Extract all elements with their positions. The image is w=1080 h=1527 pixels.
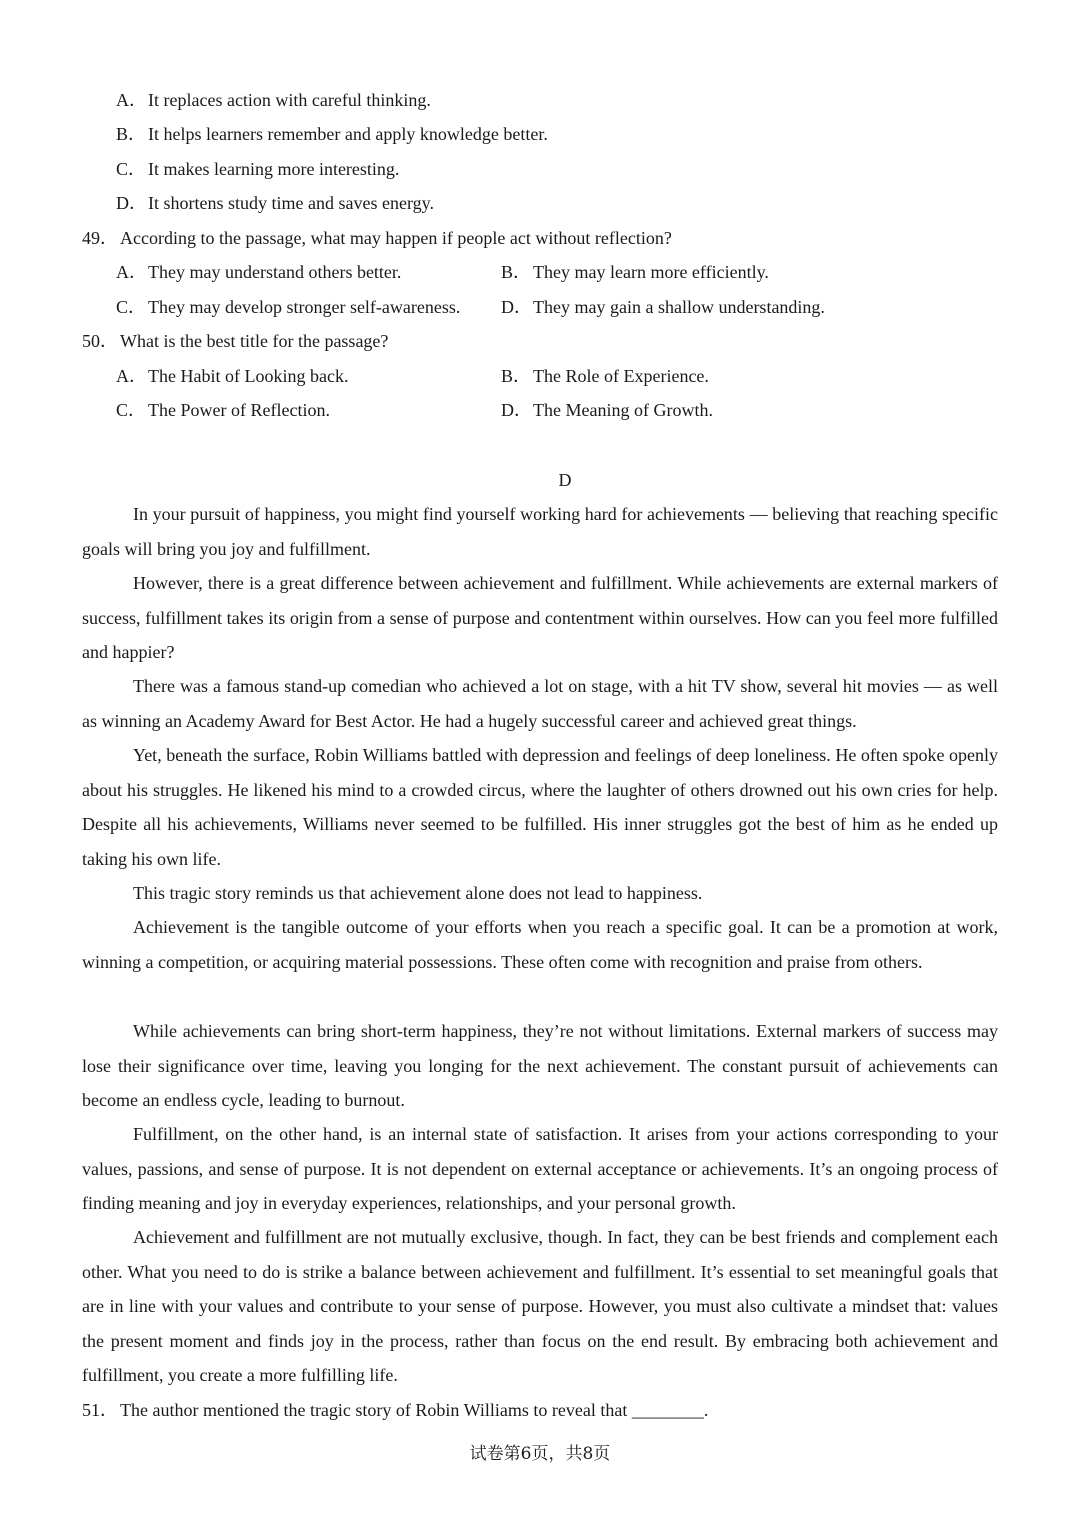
page-footer: 试卷第6页，共8页 xyxy=(469,1444,611,1464)
option-text: It replaces action with careful thinking. xyxy=(148,90,431,110)
q48-option-a xyxy=(116,88,431,112)
q48-option-b xyxy=(116,122,548,146)
option-text: The Power of Reflection. xyxy=(148,400,330,420)
option-text: It helps learners remember and apply knowledge better. xyxy=(148,124,548,144)
option-label: A． xyxy=(116,90,147,110)
question-text: What is the best title for the passage? xyxy=(120,331,389,351)
question-number: 51． xyxy=(82,1400,118,1420)
option-text: The Meaning of Growth. xyxy=(533,400,713,420)
passage-paragraph: However, there is a great difference between achievement and fulfillment. While achievements are external markers of success, fulfillment takes its origin from a sense of purpose and contentment within ourselves. How can you feel more fulfilled and happier? xyxy=(82,573,998,662)
option-label: D． xyxy=(116,193,147,213)
option-text: They may gain a shallow understanding. xyxy=(533,297,825,317)
q51-stem xyxy=(82,1398,708,1422)
q48-option-d xyxy=(116,191,434,215)
q49-option-a xyxy=(116,260,401,284)
q50-option-b xyxy=(501,364,709,388)
section-label: D xyxy=(558,470,572,490)
option-text: They may develop stronger self-awareness. xyxy=(148,297,461,317)
passage-paragraph: There was a famous stand-up comedian who achieved a lot on stage, with a hit TV show, several hit movies — as well as winning an Academy Award for Best Actor. He had a hugely successful career and achieved great things. xyxy=(82,676,998,731)
option-label: A． xyxy=(116,366,147,386)
passage-paragraph: While achievements can bring short-term happiness, they’re not without limitations. External markers of success may lose their significance over time, leaving you longing for the next achievement. The constant pursuit of achievements can become an endless cycle, leading to burnout. xyxy=(82,1021,998,1110)
passage-paragraph: Fulfillment, on the other hand, is an internal state of satisfaction. It arises from your actions corresponding to your values, passions, and sense of purpose. It is not dependent on external acceptance or achievements. It’s an ongoing process of finding meaning and joy in everyday experiences, relationships, and your personal growth. xyxy=(82,1124,998,1213)
q49-option-d xyxy=(501,295,825,319)
option-label: B． xyxy=(501,262,532,282)
option-label: D． xyxy=(501,400,532,420)
q48-option-c xyxy=(116,157,399,181)
q50-option-c xyxy=(116,398,330,422)
question-text: The author mentioned the tragic story of Robin Williams to reveal that ________. xyxy=(120,1400,709,1420)
option-text: They may learn more efficiently. xyxy=(533,262,769,282)
q50-option-d xyxy=(501,398,713,422)
question-text: According to the passage, what may happen if people act without reflection? xyxy=(120,228,672,248)
option-label: C． xyxy=(116,400,147,420)
question-number: 50． xyxy=(82,331,118,351)
q49-option-c xyxy=(116,295,460,319)
option-text: The Role of Experience. xyxy=(533,366,709,386)
passage-paragraph: Achievement and fulfillment are not mutually exclusive, though. In fact, they can be best friends and complement each other. What you need to do is strike a balance between achievement and fulfillment. It’s essential to set meaningful goals that are in line with your values and contribute to your sense of purpose. However, you must also cultivate a mindset that: values the present moment and finds joy in the process, rather than focus on the end result. By embracing both achievement and fulfillment, you create a more fulfilling life. xyxy=(82,1227,998,1385)
option-label: B． xyxy=(116,124,147,144)
option-text: They may understand others better. xyxy=(148,262,402,282)
passage-paragraph: Yet, beneath the surface, Robin Williams battled with depression and feelings of deep loneliness. He often spoke openly about his struggles. He likened his mind to a crowded circus, where the laughter of others drowned out his own cries for help. Despite all his achievements, Williams never seemed to be fulfilled. His inner struggles got the best of him as he ended up taking his own life. xyxy=(82,745,998,869)
option-label: C． xyxy=(116,297,147,317)
q50-option-a xyxy=(116,364,348,388)
passage-paragraph: This tragic story reminds us that achievement alone does not lead to happiness. xyxy=(133,883,703,903)
option-label: C． xyxy=(116,159,147,179)
option-label: D． xyxy=(501,297,532,317)
option-text: It shortens study time and saves energy. xyxy=(148,193,434,213)
option-label: B． xyxy=(501,366,532,386)
option-text: The Habit of Looking back. xyxy=(148,366,349,386)
passage-paragraph: Achievement is the tangible outcome of your efforts when you reach a specific goal. It can be a promotion at work, winning a competition, or acquiring material possessions. These often come with recognition and praise from others. xyxy=(82,917,998,972)
passage-paragraph: In your pursuit of happiness, you might find yourself working hard for achievements — believing that reaching specific goals will bring you joy and fulfillment. xyxy=(82,504,998,559)
question-number: 49． xyxy=(82,228,118,248)
q50-stem xyxy=(82,329,388,353)
option-text: It makes learning more interesting. xyxy=(148,159,400,179)
option-label: A． xyxy=(116,262,147,282)
q49-stem xyxy=(82,226,672,250)
q49-option-b xyxy=(501,260,769,284)
